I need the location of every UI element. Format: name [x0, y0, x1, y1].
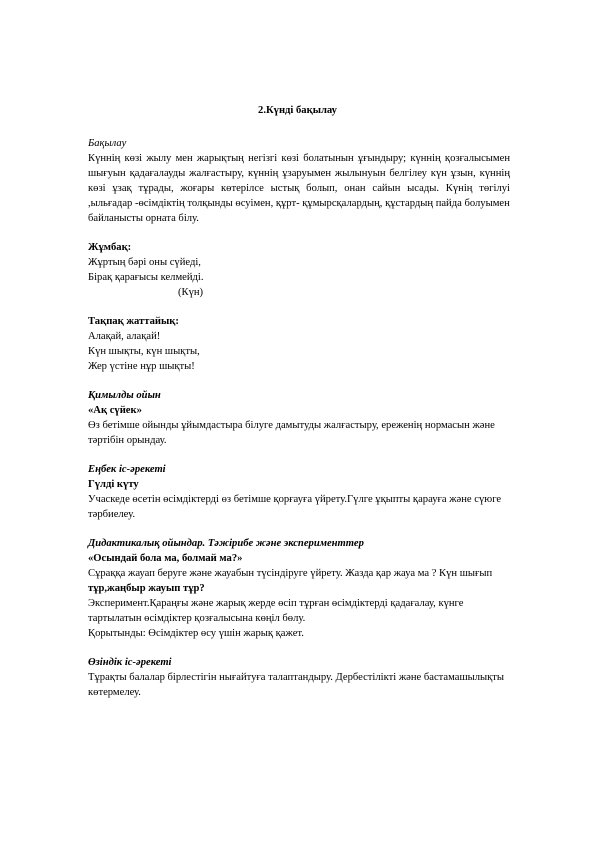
observation-body-end: байланысты орната білу.: [88, 213, 199, 224]
riddle-answer: (Күн): [178, 287, 204, 298]
page-title: 2.Күнді бақылау: [258, 105, 337, 116]
independent-body: Тұрақты балалар бірлестігін нығайтуға талаптандыру. Дербестілікті және бастамашылықты көтермелеу.: [88, 672, 505, 698]
rhyme-heading: Тақпақ жаттайық:: [88, 316, 179, 327]
observation-body: Күннің көзі жылу мен жарықтың негізгі көзі болатынын ұғындыру; күннің қозғалысымен шығуын қадағалауды жалғастыру, күннің ұзаруымен жылынуын белгілеу күн ұзын, күннің көзі ұзақ тұрады, жоғары көтерілсе ыстық болып, онан сайын ысады. Күнің төгілуі ,ыльғадар -өсімдіктің толқынды өсуімен, құрт- құмырсқалардың, құстардың пайда болуымен: [88, 153, 510, 209]
observation-heading: Бақылау: [88, 138, 127, 149]
rhyme-line: Күн шықты, күн шықты,: [88, 346, 200, 357]
rhyme-line: Алақай, алақай!: [88, 331, 161, 342]
riddle-line: Бірақ қарағысы келмейді.: [88, 272, 204, 283]
didactic-line: тартылатын өсімдіктер қозғалысына көңіл бөлу.: [88, 613, 306, 624]
game-heading: Қимылды ойын: [88, 390, 161, 401]
labor-name: Гүлді күту: [88, 479, 139, 490]
didactic-heading: Дидактикалық ойындар. Тәжірибе және эксперименттер: [88, 538, 364, 549]
labor-heading: Еңбек іс-әрекеті: [88, 464, 166, 475]
independent-heading: Өзіндік іс-әрекеті: [88, 657, 172, 668]
didactic-line: Сұраққа жауап беруге және жауабын түсіндіруге үйрету. Жазда қар жауа ма ? Күн шығып: [88, 568, 493, 579]
didactic-line: Эксперимент.Қараңғы және жарық жерде өсіп тұрған өсімдіктерді қадағалау, күнге: [88, 598, 464, 609]
didactic-line: тұр,жаңбыр жауып тұр?: [88, 583, 205, 594]
labor-body: Учаскеде өсетін өсімдіктерді өз бетімше қорғауға үйрету.Гүлге ұқыпты қарауға және сүюге тәрбиелеу.: [88, 494, 502, 520]
game-name: «Ақ сүйек»: [88, 405, 142, 416]
didactic-name: «Осындай бола ма, болмай ма?»: [88, 553, 243, 564]
document-content: [88, 136, 510, 700]
game-body: Өз бетімше ойынды ұйымдастыра білуге дамытуды жалғастыру, ереженің нормасын және тәртібін орындау.: [88, 420, 495, 446]
riddle-line: Жұртың бәрі оны сүйеді,: [88, 257, 201, 268]
riddle-heading: Жұмбақ:: [88, 242, 132, 253]
didactic-line: Қорытынды: Өсімдіктер өсу үшін жарық қажет.: [88, 628, 304, 639]
rhyme-line: Жер үстіне нұр шықты!: [88, 361, 195, 372]
